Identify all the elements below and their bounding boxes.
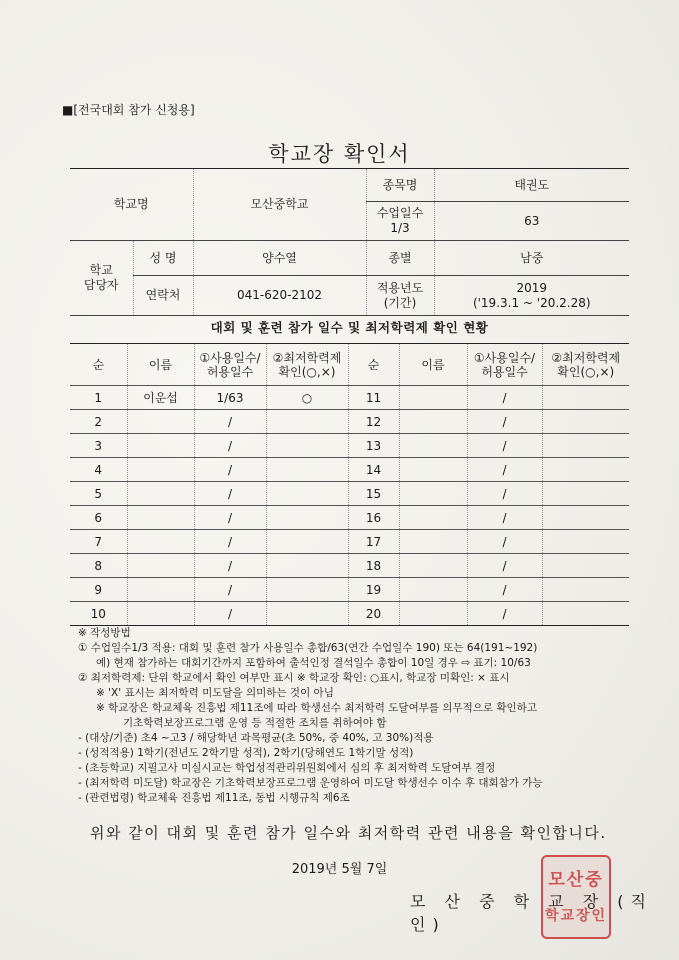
cell-no: 14 [348,458,399,482]
gender-value: 남중 [434,241,629,276]
col-check-header: ②최저학력제 확인(○,×) [542,344,629,386]
teacher-name-value: 양수열 [193,241,366,276]
col-name-header: 이름 [127,344,194,386]
cell-check [266,530,348,554]
cell-name [399,554,467,578]
cell-name [127,554,194,578]
col-name-header: 이름 [399,344,467,386]
contact-label: 연락처 [133,276,193,316]
col-no-header: 순 [70,344,127,386]
cell-check [542,554,629,578]
cell-days: / [467,434,542,458]
cell-no: 16 [348,506,399,530]
cell-name [127,458,194,482]
table-row [70,482,629,506]
cell-no: 6 [70,506,127,530]
cell-name [399,602,467,626]
participation-title: 대회 및 훈련 참가 일수 및 최저학력제 확인 현황 [210,320,489,335]
contact-value: 041-620-2102 [193,276,366,316]
cell-no: 1 [70,386,127,410]
cell-no: 7 [70,530,127,554]
cell-name [399,434,467,458]
table-row [70,410,629,434]
detail-grades: - (성적적용) 1학기(전년도 2학기말 성적), 2학기(당해연도 1학기말 성적) [78,747,414,759]
school-name-label: 학교명 [70,169,193,241]
cell-name [127,530,194,554]
note-1-line-2: 예) 현재 참가하는 대회기간까지 포함하여 출석인정 결석일수 총합이 10일 경우 ⇨ 표기: 10/63 [96,657,531,669]
cell-name [399,386,467,410]
cell-no: 4 [70,458,127,482]
cell-days: / [467,602,542,626]
cell-days: / [194,410,266,434]
signer-principal: 모 산 중 학 교 장 (직인) [410,892,653,934]
cell-days: 1/63 [194,386,266,410]
cell-check: ○ [266,386,348,410]
cell-days: / [194,530,266,554]
cell-no: 5 [70,482,127,506]
cell-no: 19 [348,578,399,602]
teacher-label: 학교 담당자 [70,241,133,316]
cell-days: / [467,482,542,506]
cell-check [542,482,629,506]
period-value: 2019 ('19.3.1 ~ '20.2.28) [434,276,629,316]
cell-days: / [194,554,266,578]
cell-no: 10 [70,602,127,626]
cell-check [266,554,348,578]
cell-check [542,602,629,626]
note-4-line-2: 기초학력보장프로그램 운영 등 적절한 조치를 취하여야 함 [123,717,387,729]
cell-no: 17 [348,530,399,554]
cell-days: / [467,530,542,554]
cell-check [542,434,629,458]
cell-days: / [194,482,266,506]
cell-check [266,434,348,458]
cell-no: 11 [348,386,399,410]
confirmation-statement: 위와 같이 대회 및 훈련 참가 일수와 최저학력 관련 내용을 확인합니다. [90,824,607,842]
school-info-table [70,168,629,316]
cell-days: / [467,458,542,482]
cell-check [266,458,348,482]
cell-name [127,410,194,434]
cell-name: 이운섭 [127,386,194,410]
cell-check [542,506,629,530]
cell-no: 12 [348,410,399,434]
cell-name [127,482,194,506]
cell-name [127,578,194,602]
cell-check [266,482,348,506]
cell-check [266,506,348,530]
official-seal-stamp [541,855,611,939]
table-row [70,386,629,410]
cell-check [542,530,629,554]
period-label: 적용년도 (기간) [366,276,434,316]
cell-no: 13 [348,434,399,458]
issue-date: 2019년 5월 7일 [291,862,388,877]
cell-check [266,410,348,434]
participation-table [70,343,629,626]
cell-no: 18 [348,554,399,578]
detail-target: - (대상/기준) 초4 ~고3 / 해당학년 과목평균(초 50%, 중 40%, 고 30%)적용 [78,732,434,744]
seal-text-top: 모산중 [548,870,604,890]
cell-no: 20 [348,602,399,626]
document-title: 학교장 확인서 [268,142,411,166]
cell-days: / [194,434,266,458]
table-row [70,458,629,482]
instructions-notes [78,626,638,806]
cell-days: / [194,506,266,530]
cell-no: 9 [70,578,127,602]
table-row [70,602,629,626]
cell-days: / [194,578,266,602]
cell-check [266,578,348,602]
cell-days: / [467,410,542,434]
cell-name [399,482,467,506]
cell-no: 2 [70,410,127,434]
detail-law: - (관련법령) 학교체육 진흥법 제11조, 동법 시행규칙 제6조 [78,792,350,804]
gender-label: 종별 [366,241,434,276]
col-days-header: ①사용일수/ 허용일수 [194,344,266,386]
cell-name [399,458,467,482]
cell-name [399,578,467,602]
cell-name [127,506,194,530]
table-row [70,530,629,554]
table-row [70,506,629,530]
cell-days: / [467,578,542,602]
seal-text-bottom: 학교장인 [544,908,608,924]
notes-heading: ※ 작성방법 [78,627,131,639]
cell-days: / [467,506,542,530]
table-row [70,434,629,458]
cell-no: 3 [70,434,127,458]
col-no-header: 순 [348,344,399,386]
cell-days: / [194,458,266,482]
cell-name [399,530,467,554]
class-days-value: 63 [434,202,629,241]
cell-days: / [194,602,266,626]
col-check-header: ②최저학력제 확인(○,×) [266,344,348,386]
cell-no: 8 [70,554,127,578]
col-days-header: ①사용일수/ 허용일수 [467,344,542,386]
table-header-row [70,344,629,386]
event-label: 종목명 [366,169,434,202]
cell-name [127,434,194,458]
cell-check [542,578,629,602]
note-4-line-1: ※ 학교장은 학교체육 진흥법 제11조에 따라 학생선수 최저학력 도달여부를 의무적으로 확인하고 [96,702,537,714]
note-1-line-1: ① 수업일수1/3 적용: 대회 및 훈련 참가 사용일수 총합/63(연간 수업일수 190) 또는 64(191~192) [78,642,538,654]
detail-elementary: - (초등학교) 지필고사 미실시교는 학업성적관리위원회에서 심의 후 최저학력 도달여부 결정 [78,762,496,774]
detail-not-reached: - (최저학력 미도달) 학교장은 기초학력보장프로그램 운영하여 미도달 학생선수 이수 후 대회참가 가능 [78,777,543,789]
cell-days: / [467,554,542,578]
table-row [70,578,629,602]
cell-check [542,386,629,410]
cell-name [127,602,194,626]
event-value: 태권도 [434,169,629,202]
table-row [70,554,629,578]
cell-days: / [467,386,542,410]
class-days-label: 수업일수 1/3 [366,202,434,241]
cell-check [542,458,629,482]
cell-check [542,410,629,434]
cell-no: 15 [348,482,399,506]
form-type-tag: ■[전국대회 참가 신청용] [62,103,195,117]
school-name-value: 모산중학교 [193,169,366,241]
note-2: ② 최저학력제: 단위 학교에서 확인 여부만 표시 ※ 학교장 확인: ○표시, 학교장 미확인: × 표시 [78,672,510,684]
cell-name [399,410,467,434]
cell-check [266,602,348,626]
participation-body [70,344,629,626]
note-3: ※ 'X' 표시는 최저학력 미도달을 의미하는 것이 아님 [96,687,334,699]
teacher-name-label: 성 명 [133,241,193,276]
cell-name [399,506,467,530]
